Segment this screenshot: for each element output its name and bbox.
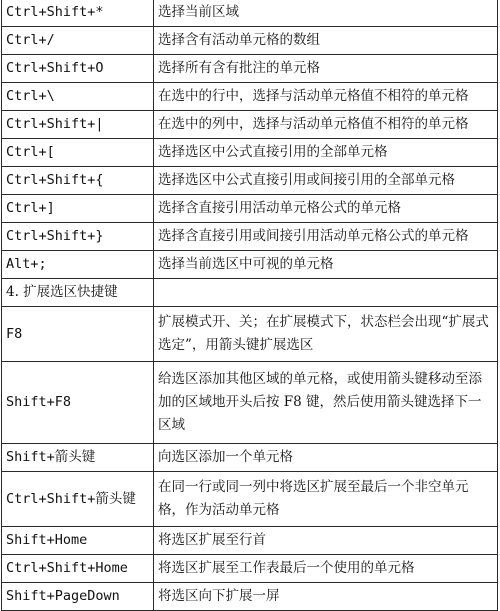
table-row bbox=[2, 139, 498, 167]
table-row bbox=[2, 111, 498, 139]
shortcut-description: 选择含有活动单元格的数组 bbox=[154, 27, 498, 55]
table-row bbox=[2, 55, 498, 83]
shortcut-key: Alt+; bbox=[2, 251, 154, 279]
table-row bbox=[2, 83, 498, 111]
table-row bbox=[2, 307, 498, 362]
shortcut-description: 扩展模式开、关；在扩展模式下，状态栏会出现“扩展式选定”，用箭头键扩展选区 bbox=[154, 307, 498, 362]
shortcut-key: Ctrl+] bbox=[2, 195, 154, 223]
table-row bbox=[2, 444, 498, 472]
shortcut-description: 在选中的列中，选择与活动单元格值不相符的单元格 bbox=[154, 111, 498, 139]
table-row bbox=[2, 362, 498, 444]
shortcut-description: 选择当前区域 bbox=[154, 0, 498, 27]
shortcut-description: 选择所有含有批注的单元格 bbox=[154, 55, 498, 83]
shortcut-key: Ctrl+\ bbox=[2, 83, 154, 111]
shortcut-key: F8 bbox=[2, 307, 154, 362]
table-row bbox=[2, 472, 498, 527]
table-row bbox=[2, 0, 498, 27]
table-row bbox=[2, 167, 498, 195]
shortcut-description: 选择含直接引用或间接引用活动单元格公式的单元格 bbox=[154, 223, 498, 251]
shortcut-description: 将选区扩展至工作表最后一个使用的单元格 bbox=[154, 555, 498, 583]
shortcut-key: Ctrl+Shift+箭头键 bbox=[2, 472, 154, 527]
shortcut-key: Ctrl+[ bbox=[2, 139, 154, 167]
table-row bbox=[2, 223, 498, 251]
shortcut-description: 在同一行或同一列中将选区扩展至最后一个非空单元格，作为活动单元格 bbox=[154, 472, 498, 527]
empty-cell bbox=[154, 279, 498, 307]
shortcut-description: 给选区添加其他区域的单元格，或使用箭头键移动至添加的区域地开头后按 F8 键，然后使用箭头键选择下一区域 bbox=[154, 362, 498, 444]
table-row bbox=[2, 27, 498, 55]
shortcut-key: Ctrl+/ bbox=[2, 27, 154, 55]
shortcut-table bbox=[1, 0, 498, 611]
table-row bbox=[2, 251, 498, 279]
shortcut-key: Ctrl+Shift+Home bbox=[2, 555, 154, 583]
shortcut-key: Ctrl+Shift+O bbox=[2, 55, 154, 83]
shortcut-key: Shift+Home bbox=[2, 527, 154, 555]
shortcut-key: Ctrl+Shift+| bbox=[2, 111, 154, 139]
section-heading: 4. 扩展选区快捷键 bbox=[2, 279, 154, 307]
shortcut-description: 选择含直接引用活动单元格公式的单元格 bbox=[154, 195, 498, 223]
shortcut-description: 将选区扩展至行首 bbox=[154, 527, 498, 555]
shortcut-key: Shift+F8 bbox=[2, 362, 154, 444]
shortcut-key: Ctrl+Shift+* bbox=[2, 0, 154, 27]
shortcut-description: 选择选区中公式直接引用或间接引用的全部单元格 bbox=[154, 167, 498, 195]
table-row bbox=[2, 555, 498, 583]
shortcut-description: 向选区添加一个单元格 bbox=[154, 444, 498, 472]
table-row bbox=[2, 195, 498, 223]
shortcut-key: Shift+PageDown bbox=[2, 583, 154, 611]
table-row bbox=[2, 527, 498, 555]
shortcut-description: 选择选区中公式直接引用的全部单元格 bbox=[154, 139, 498, 167]
shortcut-description: 选择当前选区中可视的单元格 bbox=[154, 251, 498, 279]
shortcut-key: Shift+箭头键 bbox=[2, 444, 154, 472]
shortcut-description: 在选中的行中，选择与活动单元格值不相符的单元格 bbox=[154, 83, 498, 111]
shortcut-description: 将选区向下扩展一屏 bbox=[154, 583, 498, 611]
shortcut-key: Ctrl+Shift+{ bbox=[2, 167, 154, 195]
table-row bbox=[2, 583, 498, 611]
shortcut-key: Ctrl+Shift+} bbox=[2, 223, 154, 251]
section-heading-row bbox=[2, 279, 498, 307]
